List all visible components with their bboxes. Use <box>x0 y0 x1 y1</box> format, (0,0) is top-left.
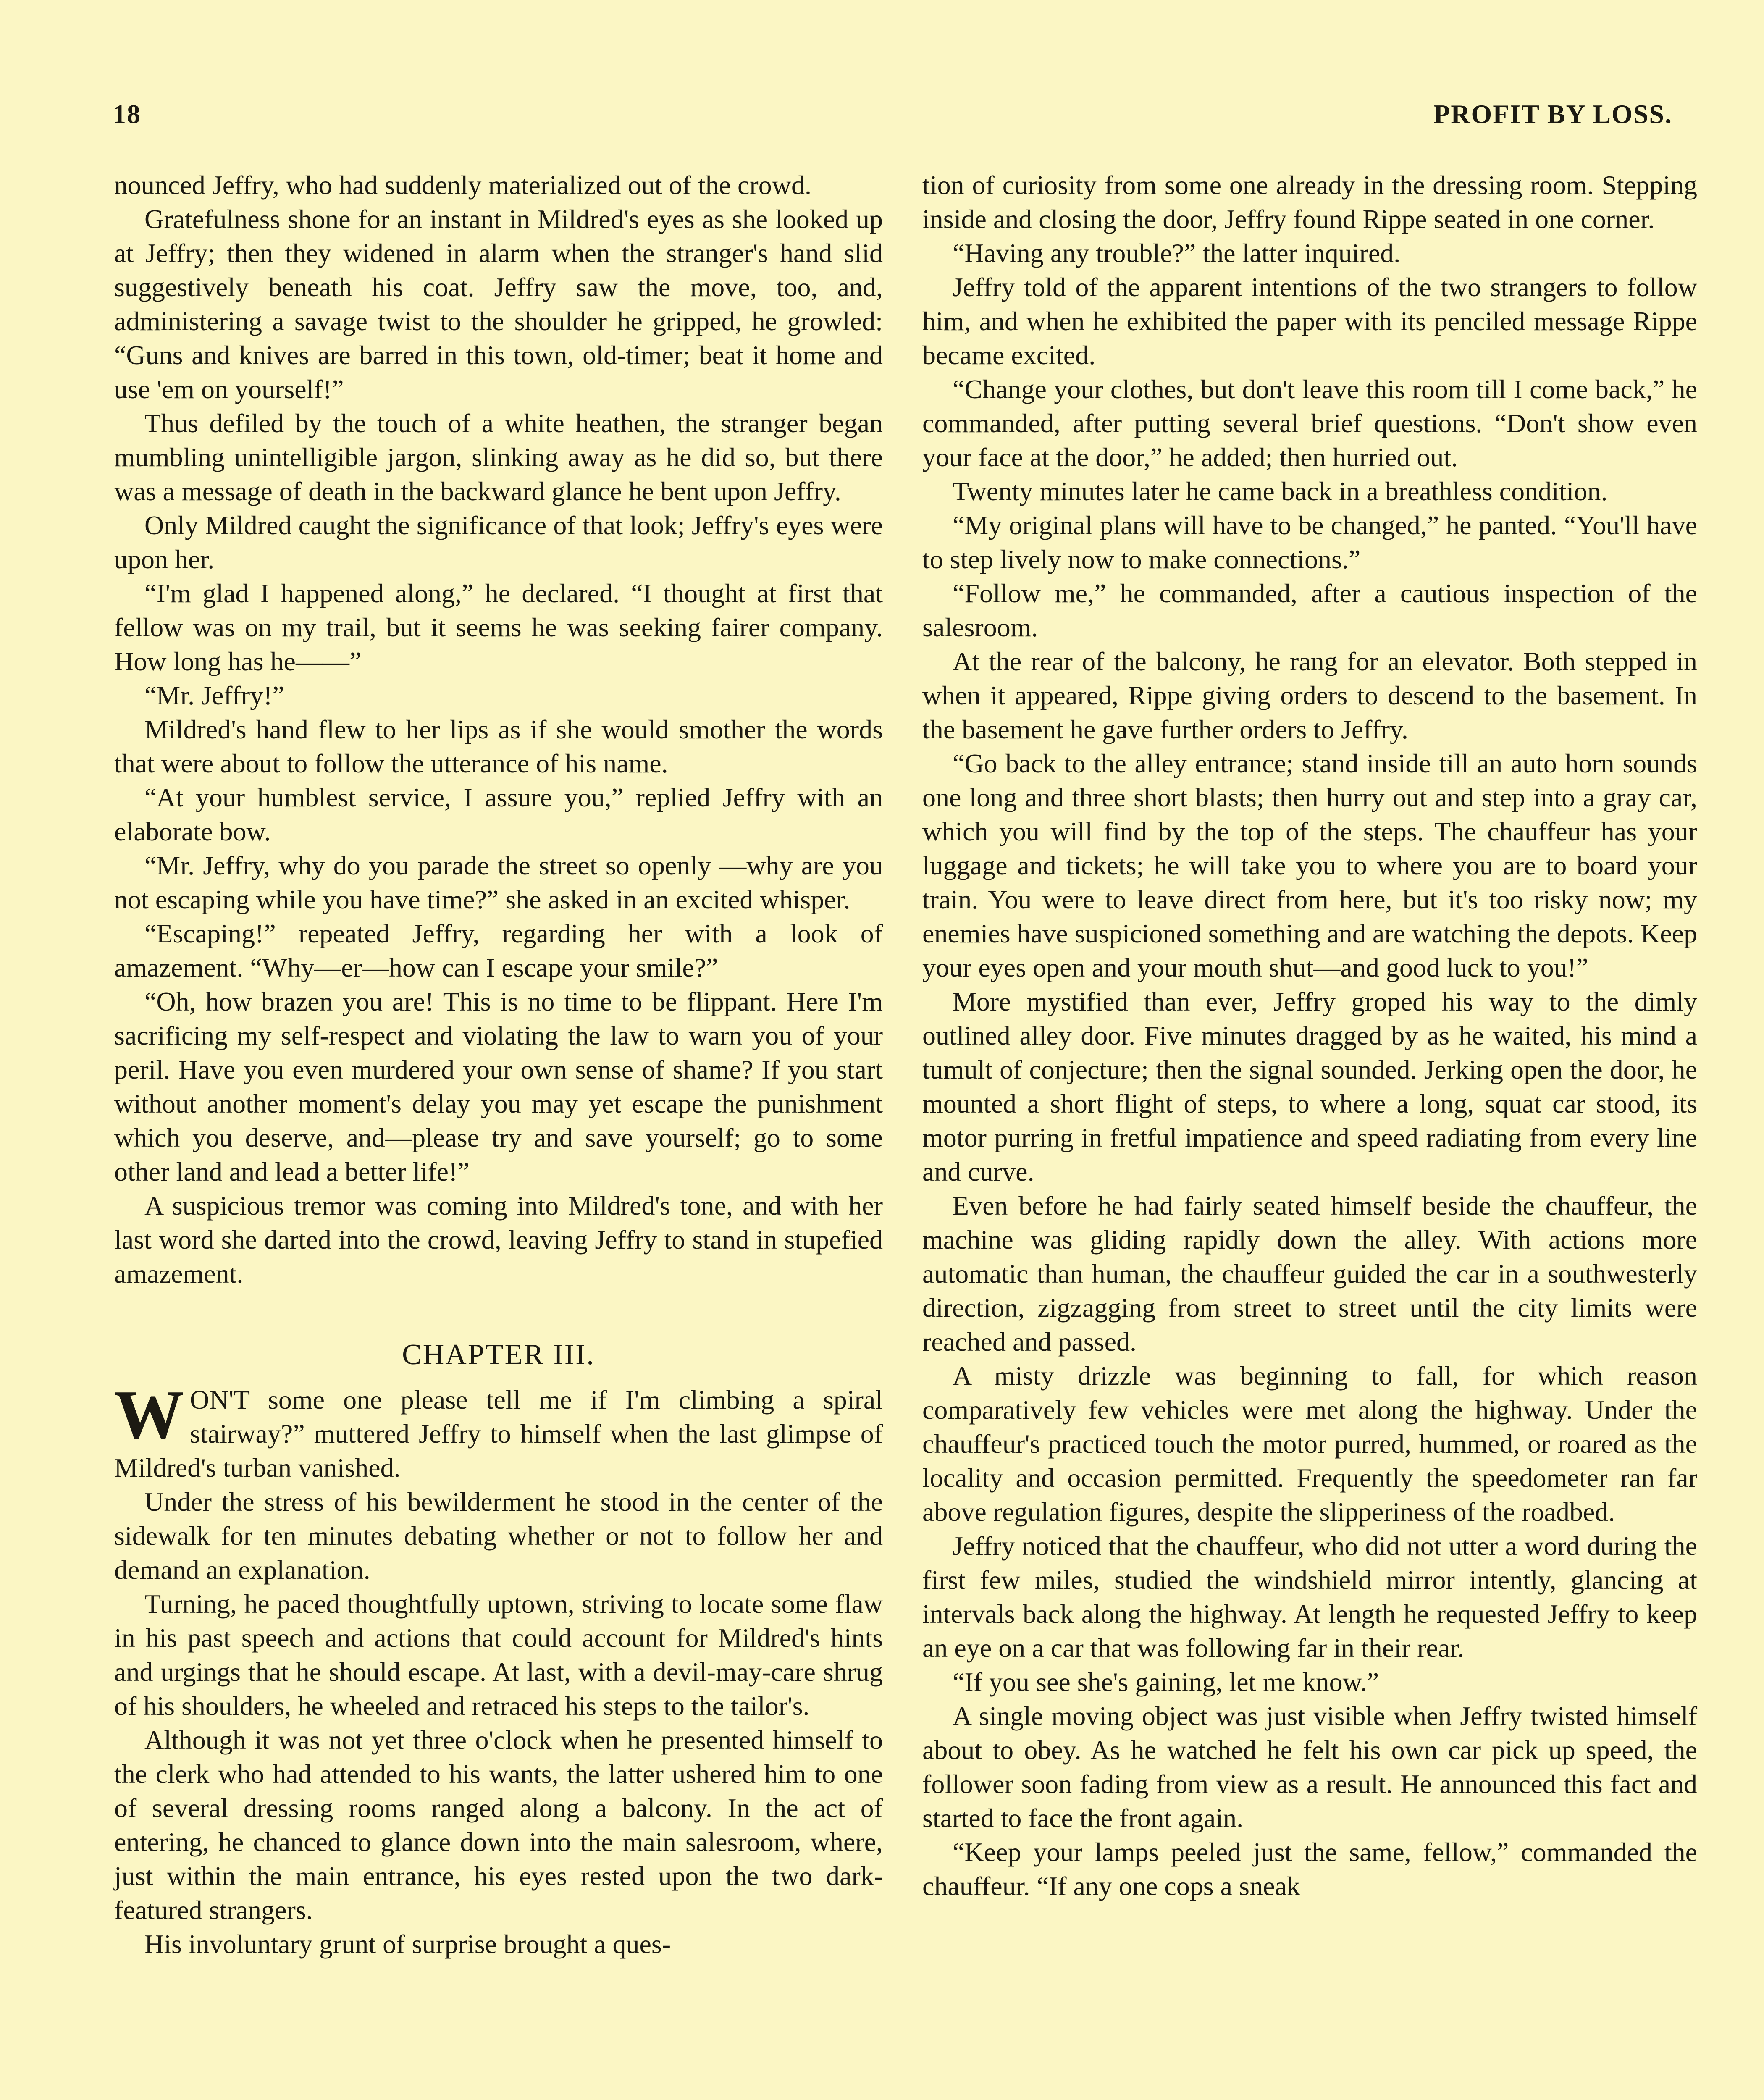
paragraph: Only Mildred caught the significance of that look; Jeffry's eyes were upon her. <box>114 510 883 574</box>
paragraph: His involuntary grunt of surprise brought a ques- <box>144 1929 671 1959</box>
paragraph: Under the stress of his bewilderment he stood in the center of the sidewalk for ten minutes debating whether or not to follow her and demand an explanation. <box>114 1487 883 1585</box>
paragraph: “Go back to the alley entrance; stand inside till an auto horn sounds one long and three short blasts; then hurry out and step into a gray car, which you will find by the top of the steps. The chauffeur has your luggage and tickets; he will take you to where you are to board your train. You were to leave direct from here, but it's too risky now; my enemies have suspicioned something and are watching the depots. Keep your eyes open and your mouth shut—and good luck to you!” <box>922 748 1697 982</box>
chapter-heading: CHAPTER III. <box>402 1339 595 1371</box>
paragraph: More mystified than ever, Jeffry groped his way to the dimly outlined alley door. Five minutes dragged by as he waited, his mind a tumult of conjecture; then the signal sounded. Jerking open the door, he mounted a short flight of steps, to where a long, squat car stood, its motor purring in fretful impatience and speed radiating from every line and curve. <box>922 987 1697 1186</box>
paragraph: A suspicious tremor was coming into Mildred's tone, and with her last word she darted into the crowd, leaving Jeffry to stand in stupefied amazement. <box>114 1191 883 1289</box>
paragraph: “Keep your lamps peeled just the same, fellow,” commanded the chauffeur. “If any one cops a sneak <box>922 1837 1697 1901</box>
paragraph: At the rear of the balcony, he rang for an elevator. Both stepped in when it appeared, Rippe giving orders to descend to the basement. In the basement he gave further orders to Jeffry. <box>922 646 1697 744</box>
paragraph: Turning, he paced thoughtfully uptown, striving to locate some flaw in his past speech and actions that could account for Mildred's hints and urgings that he should escape. At last, with a devil-may-care shrug of his shoulders, he wheeled and retraced his steps to the tailor's. <box>114 1589 883 1721</box>
paragraph: “If you see she's gaining, let me know.” <box>953 1667 1379 1697</box>
paragraph: “Mr. Jeffry!” <box>144 680 284 710</box>
paragraph: nounced Jeffry, who had suddenly materialized out of the crowd. <box>114 170 811 200</box>
paragraph: Mildred's hand flew to her lips as if she would smother the words that were about to follow the utterance of his name. <box>114 714 883 778</box>
paragraph: “Follow me,” he commanded, after a cautious inspection of the salesroom. <box>922 578 1697 642</box>
page-number: 18 <box>113 99 141 129</box>
paragraph: Thus defiled by the touch of a white heathen, the stranger began mumbling unintelligible jargon, slinking away as he did so, but there was a message of death in the backward glance he bent upon Jeffry. <box>114 408 883 506</box>
paragraph: “At your humblest service, I assure you,” replied Jeffry with an elaborate bow. <box>114 782 883 846</box>
chapter-opening-paragraph <box>114 1376 883 1485</box>
paragraph: Twenty minutes later he came back in a breathless condition. <box>953 476 1608 506</box>
chapter-opening-text: ON'T some one please tell me if I'm climbing a spiral stairway?” muttered Jeffry to himself when the last glimpse of Mildred's turban vanished. <box>114 1385 883 1483</box>
running-head: PROFIT BY LOSS. <box>1433 99 1672 129</box>
right-column <box>922 168 1697 1903</box>
paragraph: A single moving object was just visible when Jeffry twisted himself about to obey. As he watched he felt his own car pick up speed, the follower soon fading from view as a result. He announced this fact and started to face the front again. <box>922 1701 1697 1833</box>
paragraph: “My original plans will have to be changed,” he panted. “You'll have to step lively now to make connections.” <box>922 510 1697 574</box>
paragraph: “Mr. Jeffry, why do you parade the street so openly —why are you not escaping while you have time?” she asked in an excited whisper. <box>114 850 883 914</box>
paragraph: “Oh, how brazen you are! This is no time to be flippant. Here I'm sacrificing my self-respect and violating the law to warn you of your peril. Have you even murdered your own sense of shame? If you start without another moment's delay you may yet escape the punishment which you deserve, and—please try and save yourself; go to some other land and lead a better life!” <box>114 987 883 1186</box>
paragraph: A misty drizzle was beginning to fall, for which reason comparatively few vehicles were met along the highway. Under the chauffeur's practiced touch the motor purred, hummed, or roared as the locality and occasion permitted. Frequently the speedometer ran far above regulation figures, despite the slipperiness of the roadbed. <box>922 1361 1697 1527</box>
paragraph: “Having any trouble?” the latter inquired. <box>953 238 1401 268</box>
paragraph: Jeffry noticed that the chauffeur, who did not utter a word during the first few miles, studied the windshield mirror intently, glancing at intervals back along the highway. At length he requested Jeffry to keep an eye on a car that was following far in their rear. <box>922 1531 1697 1663</box>
paragraph: Gratefulness shone for an instant in Mildred's eyes as she looked up at Jeffry; then they widened in alarm when the stranger's hand slid suggestively beneath his coat. Jeffry saw the move, too, and, administering a savage twist to the shoulder he gripped, he growled: “Guns and knives are barred in this town, old-timer; beat it home and use 'em on yourself!” <box>114 204 883 404</box>
paragraph: “Escaping!” repeated Jeffry, regarding her with a look of amazement. “Why—er—how can I escape your smile?” <box>114 919 883 982</box>
paragraph: “I'm glad I happened along,” he declared. “I thought at first that fellow was on my trail, but it seems he was seeking fairer company. How long has he——” <box>114 578 883 676</box>
paragraph: Although it was not yet three o'clock when he presented himself to the clerk who had attended to his wants, the latter ushered him to one of several dressing rooms ranged along a balcony. In the act of entering, he chanced to glance down into the main salesroom, where, just within the main entrance, his eyes rested upon the two dark-featured strangers. <box>114 1725 883 1925</box>
drop-cap: W <box>114 1376 184 1453</box>
paragraph: tion of curiosity from some one already in the dressing room. Stepping inside and closing the door, Jeffry found Rippe seated in one corner. <box>922 170 1697 234</box>
left-column <box>114 168 883 1961</box>
paragraph: Even before he had fairly seated himself beside the chauffeur, the machine was gliding rapidly down the alley. With actions more automatic than human, the chauffeur guided the car in a southwesterly direction, zigzagging from street to street until the city limits were reached and passed. <box>922 1191 1697 1357</box>
paragraph: “Change your clothes, but don't leave this room till I come back,” he commanded, after putting several brief questions. “Don't show even your face at the door,” he added; then hurried out. <box>922 374 1697 472</box>
paragraph: Jeffry told of the apparent intentions of the two strangers to follow him, and when he exhibited the paper with its penciled message Rippe became excited. <box>922 272 1697 370</box>
